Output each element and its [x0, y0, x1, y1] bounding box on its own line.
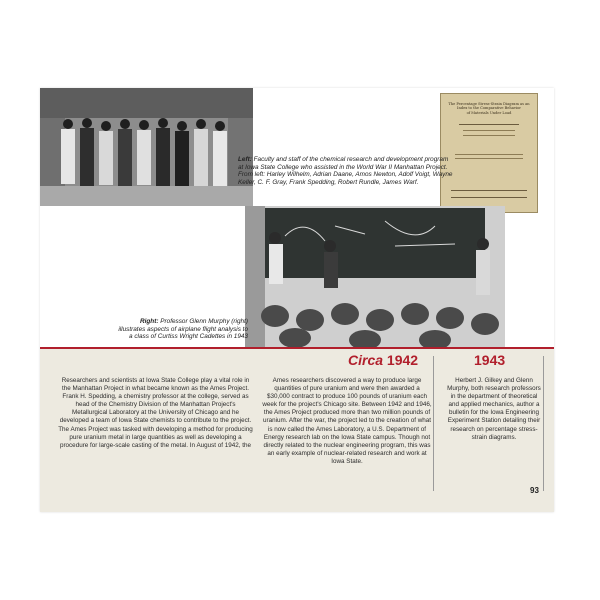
bulletin-title: The Percentage Stress-Strain Diagram as an Index to the Comparative Behavior of Materials Under Load: [448, 102, 530, 115]
caption-right-label: Right:: [140, 318, 159, 325]
circa-label: Circa: [348, 352, 384, 368]
caption-left: [238, 156, 453, 186]
divider-1943: [543, 356, 544, 491]
group-photo: [40, 88, 253, 206]
divider-1942: [433, 356, 434, 491]
intro-paragraph: Researchers and scientists at Iowa State College play a vital role in the Manhattan Project in what became known as the Ames Project. Frank H. Spedding, a chemistry professor at the college, served as head of the Chemistry Division of the Manhattan Project's Metallurgical Laboratory at the University of Chicago and he developed a team of Iowa State chemists to contribute to the project. The Ames Project was tasked with developing a method for producing pure uranium metal in large quantities as well as developing a procedure for large-scale casting of the metal. In August of 1942, the: [58, 377, 253, 449]
caption-left-label: Left:: [238, 156, 252, 163]
caption-right: [118, 318, 248, 341]
paragraph-1943: Herbert J. Gilkey and Glenn Murphy, both research professors in the department of theoretical and applied mechanics, author a bulletin for the Iowa Engineering Experiment Station detailing their research on percentage stress-strain diagrams.: [447, 377, 541, 441]
page-number: 93: [530, 486, 539, 495]
caption-left-text: Faculty and staff of the chemical research and development program at Iowa State College who assisted in the World War II Manhattan Project. From left: Harley Wilhelm, Adrian Daane, Amos Newton, Adolf Voigt, Wayne Keller, C. F. Gray, Frank Spedding, Robert Rundle, James Warf.: [238, 156, 453, 186]
year-1942: 1942: [386, 352, 419, 368]
caption-right-text: Professor Glenn Murphy (right) illustrates aspects of airplane flight analysis to a class of Curtiss Wright Cadettes in 1943: [118, 318, 248, 341]
book-page: [40, 88, 554, 512]
bulletin-cover-photo: [440, 93, 538, 213]
paragraph-1942: Ames researchers discovered a way to produce large quantities of pure uranium and were then awarded a $30,000 contract to produce 100 pounds of uranium each week for the project's Chicago site. Between 1942 and 1946, the Ames Project produced more than two million pounds of uranium. After the war, the project led to the creation of what is now called the Ames Laboratory, a U.S. Department of Energy research lab on the Iowa State campus. Though not directly related to the nuclear engineering program, this was an early example of nuclear-related research and work at Iowa State.: [262, 377, 432, 465]
year-1943-heading: 1943: [474, 352, 506, 368]
classroom-photo: [245, 206, 505, 347]
circa-1942-heading: [348, 352, 418, 368]
